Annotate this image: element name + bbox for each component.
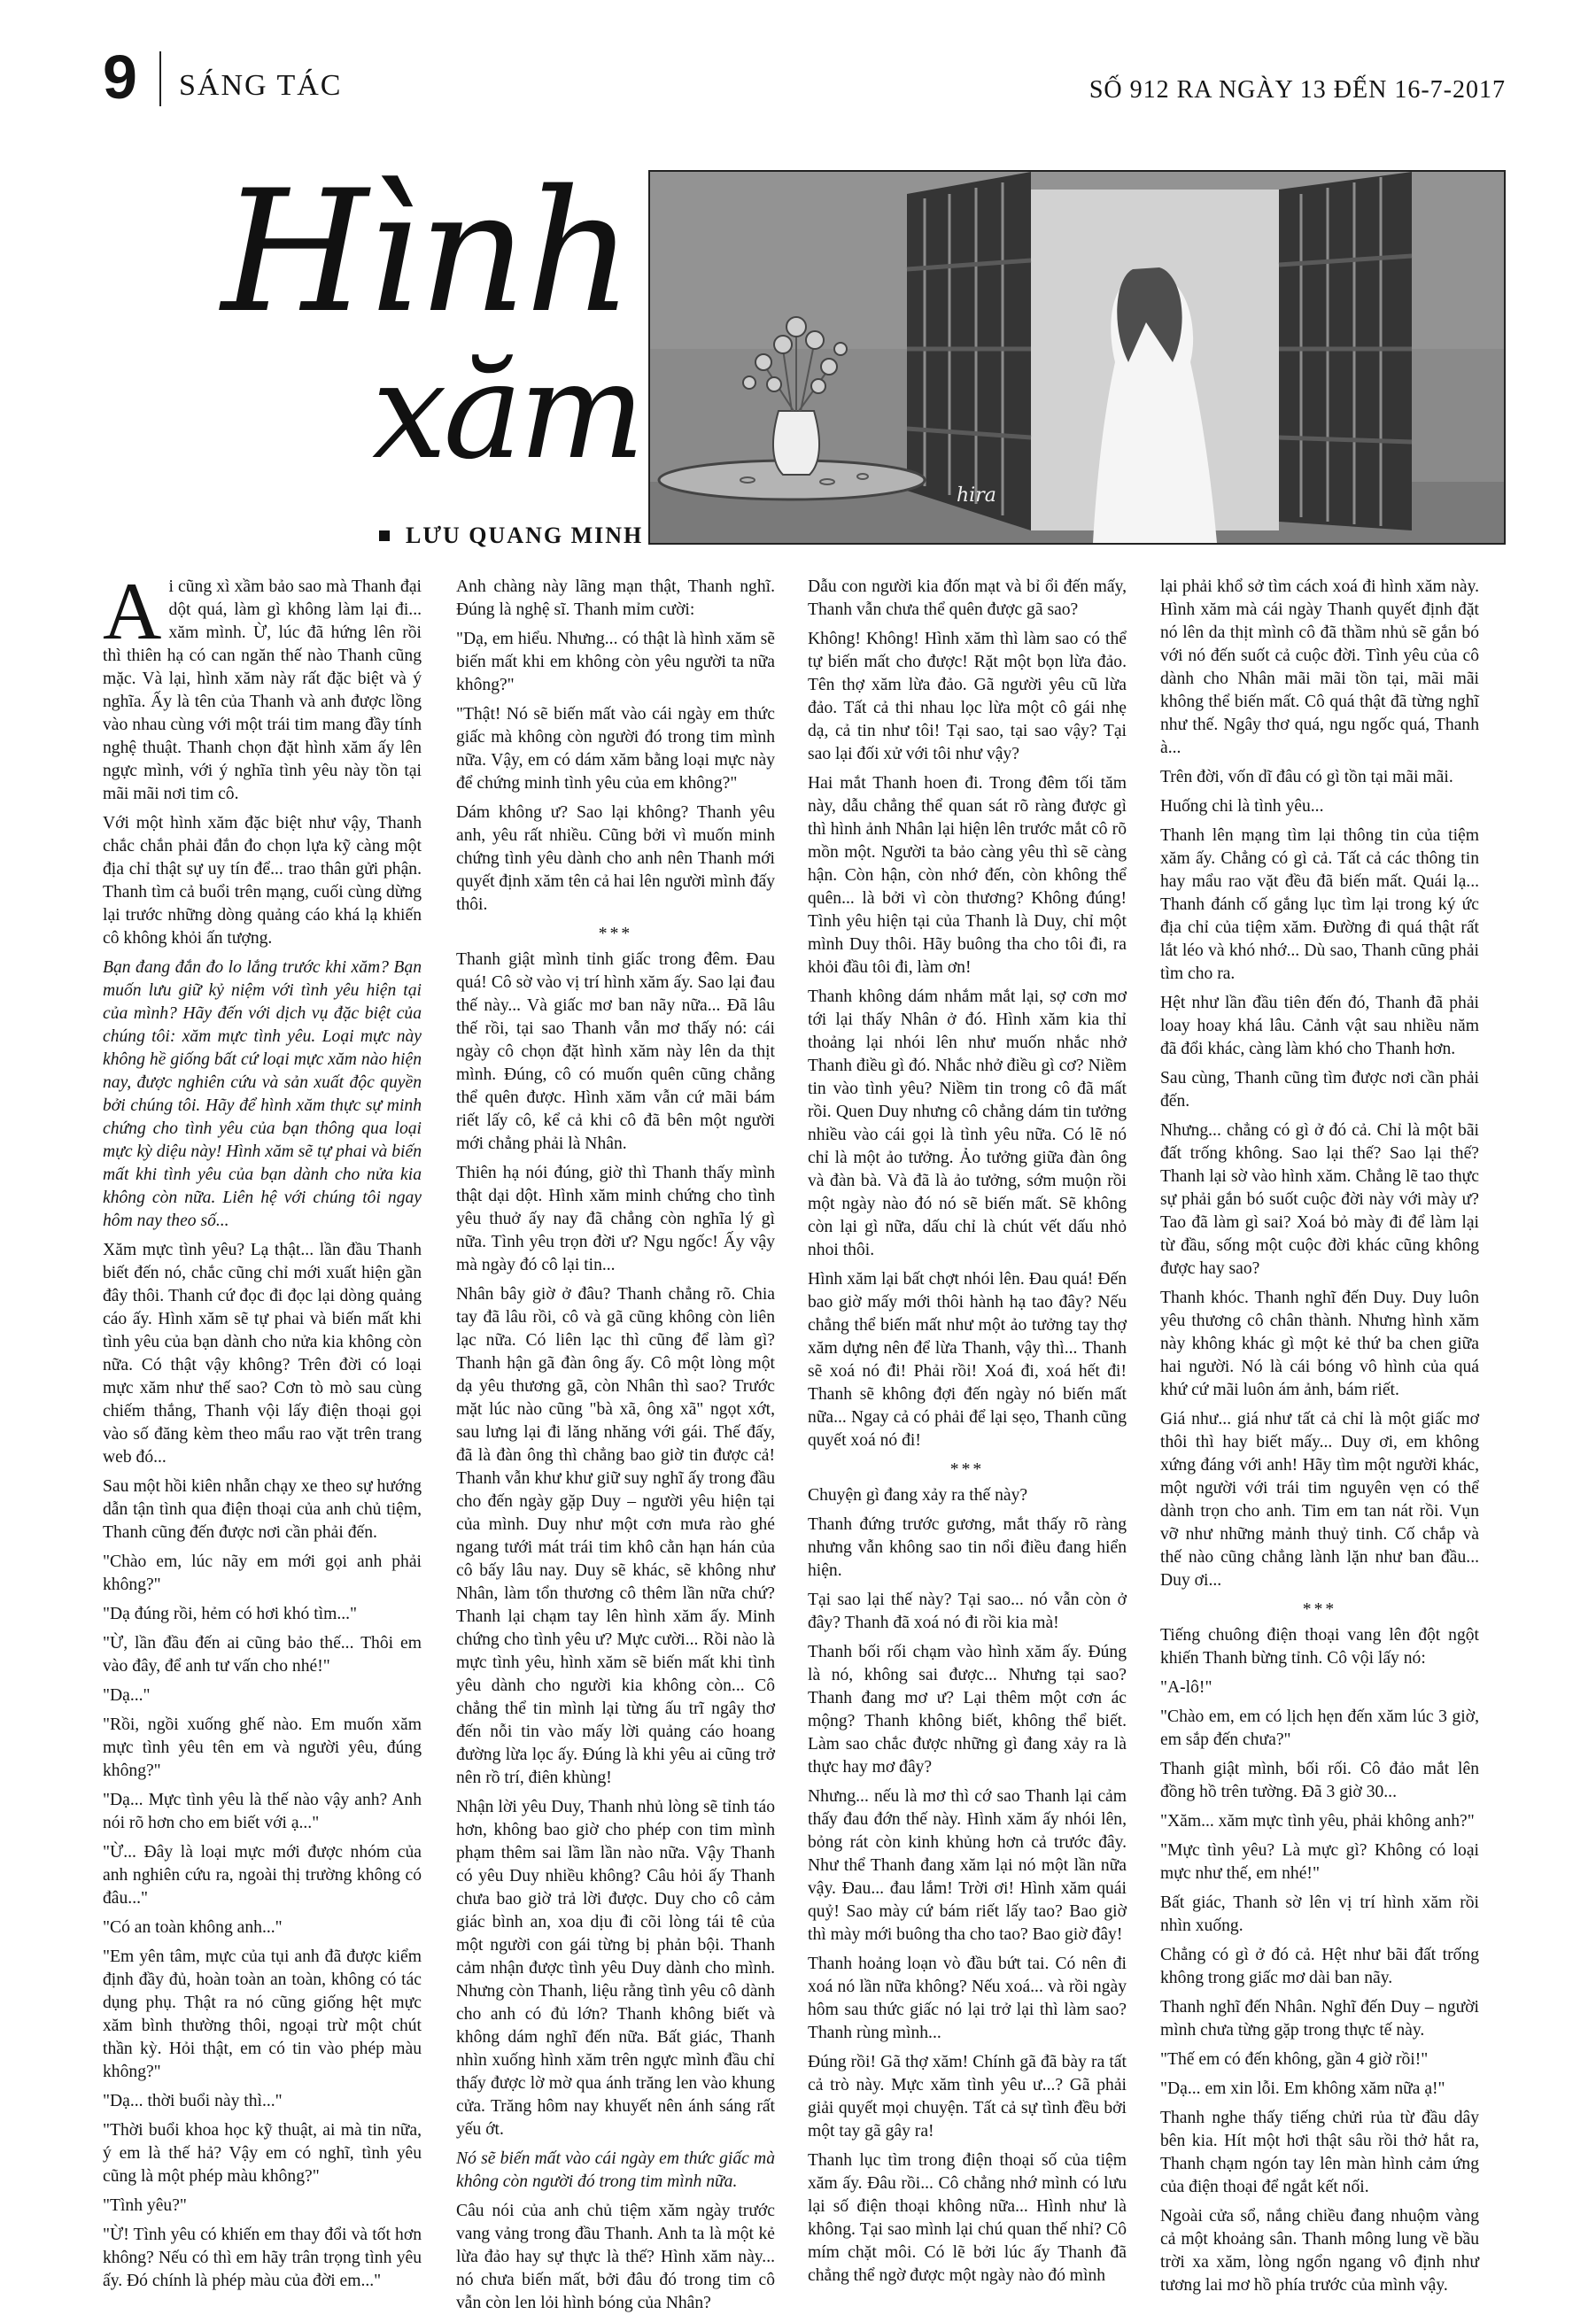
paragraph: Thanh hoảng loạn vò đầu bứt tai. Có nên đi xoá nó lần nữa không? Nếu xoá... và rồi ngày hôm sau thức giấc nó lại trở lại thì làm sao? Thanh rùng mình...	[808, 1955, 1127, 2042]
paragraph: Dám không ư? Sao lại không? Thanh yêu anh, yêu rất nhiều. Cũng bởi vì muốn minh chứng tình yêu dành cho anh nên Thanh mới quyết định xăm tên cả hai lên người mình đấy thôi.	[456, 803, 775, 914]
paragraph: Dẫu con người kia đốn mạt và bỉ ổi đến mấy, Thanh vẫn chưa thể quên được gã sao?	[808, 577, 1127, 619]
title-line-1: Hình	[221, 154, 632, 350]
paragraph: "Ừ... Đây là loại mực mới được nhóm của anh nghiên cứu ra, ngoài thị trường không có đâu..."	[103, 1843, 422, 1908]
paragraph: Thanh nghĩ đến Nhân. Nghĩ đến Duy – người mình chưa từng gặp trong thực tế này.	[1160, 1998, 1479, 2040]
paragraph: Thanh lục tìm trong điện thoại số của tiệm xăm ấy. Đâu rồi... Cô chẳng nhớ mình có lưu lại số điện thoại không nữa... Hình như là không. Tại sao mình lại chú quan thế nhỉ? Cô mím chặt môi. Có lẽ bởi lúc ấy Thanh đã chẳng thể ngờ được một ngày nào đó mình	[808, 2151, 1127, 2285]
paragraph: Giá như... giá như tất cả chỉ là một giấc mơ thôi thì hay biết mấy... Duy ơi, em không xứng đáng với anh! Hãy tìm một người khác, một người với trái tim nguyên vẹn có thể dành trọn cho anh. Tim em tan nát rồi. Vụn vỡ như những mảnh thuỷ tinh. Cố chắp và thế nào cũng chẳng lành lặn như ban đầu... Duy ơi...	[1160, 1410, 1479, 1590]
byline	[379, 523, 643, 549]
paragraph: Thanh khóc. Thanh nghĩ đến Duy. Duy luôn yêu thương cô chân thành. Nhưng hình xăm này không khác gì một kẻ thứ ba chen giữa hai người. Nó là cái bóng vô hình của quá khứ cứ mãi luôn ám ảnh, bám riết.	[1160, 1289, 1479, 1399]
paragraph: "Ừ, lần đầu đến ai cũng bảo thế... Thôi em vào đây, để anh tư vấn cho nhé!"	[103, 1634, 422, 1676]
drop-cap: A	[103, 566, 162, 656]
paragraph: Hệt như lần đầu tiên đến đó, Thanh đã phải loay hoay khá lâu. Cảnh vật sau nhiều năm đã đổi khác, càng làm khó cho Thanh hơn.	[1160, 994, 1479, 1058]
author-name: LƯU QUANG MINH	[406, 523, 644, 548]
title-line-2: xăm	[372, 335, 642, 489]
paragraph: Thanh không dám nhắm mắt lại, sợ cơn mơ tới lại thấy Nhân ở đó. Hình xăm kia thỉ thoảng lại nhói lên như muốn nhắc nhở Thanh điều gì đó. Nhắc nhở điều gì cơ? Niềm tin vào tình yêu? Niềm tin trong cô đã mất rồi. Quen Duy nhưng cô chẳng dám tin tưởng nhiều vào cái gọi là tình yêu nữa. Có lẽ nó chỉ là một ảo tưởng. Ảo tưởng giữa đàn ông và đàn bà. Và đã là ảo tưởng, sớm muộn rồi một ngày nào đó nó sẽ biến mất. Sẽ không còn lại gì nữa, dấu chỉ là chút vết dấu nhỏ nhoi thôi.	[808, 987, 1127, 1259]
paragraph: Ngoài cửa sổ, nắng chiều đang nhuộm vàng cả một khoảng sân. Thanh mông lung về bầu trời xa xăm, lòng ngổn ngang vô định như tương lai mơ hồ phía trước của mình vậy.	[1160, 2207, 1479, 2295]
illustration-signature: hira	[957, 484, 996, 507]
paragraph: "Ừ! Tình yêu có khiến em thay đổi và tốt hơn không? Nếu có thì em hãy trân trọng tình yêu ấy. Đó chính là phép màu của đời em..."	[103, 2226, 422, 2290]
paragraph: Trên đời, vốn dĩ đâu có gì tồn tại mãi mãi.	[1160, 768, 1453, 786]
article-column-3	[808, 576, 1127, 2285]
paragraph: Anh chàng này lãng mạn thật, Thanh nghĩ. Đúng là nghệ sĩ. Thanh mỉm cười:	[456, 577, 775, 619]
paragraph: "Có an toàn không anh..."	[103, 1918, 283, 1937]
article-column-1	[103, 566, 422, 2290]
section-separator: ***	[1302, 1600, 1337, 1619]
page-number: 9	[103, 43, 137, 112]
paragraph: Câu nói của anh chủ tiệm xăm ngày trước vang vảng trong đầu Thanh. Anh ta là một kẻ lừa đảo hay sự thực là thế? Hình xăm này... nó chưa biến mất, bởi đâu đó trong tim cô vẫn còn len lỏi hình bóng của Nhân?	[456, 2202, 775, 2312]
paragraph: "Rồi, ngồi xuống ghế nào. Em muốn xăm mực tình yêu tên em và người yêu, đúng không?"	[103, 1715, 422, 1780]
paragraph: "Dạ..."	[103, 1686, 151, 1705]
paragraph: "Chào em, em có lịch hẹn đến xăm lúc 3 giờ, em sắp đến chưa?"	[1160, 1707, 1479, 1749]
paragraph: Tiếng chuông điện thoại vang lên đột ngột khiến Thanh bừng tỉnh. Cô vội lấy nó:	[1160, 1626, 1479, 1668]
section-separator: ***	[598, 925, 633, 943]
paragraph: "Thật! Nó sẽ biến mất vào cái ngày em thức giấc mà không còn người đó trong tim mình nữa. Vậy, em có dám xăm bằng loại mực này để chứng minh tình yêu của em không?"	[456, 705, 775, 793]
paragraph: Thanh giật mình, bối rối. Cô đảo mắt lên đồng hồ trên tường. Đã 3 giờ 30...	[1160, 1760, 1479, 1801]
paragraph: Sau một hồi kiên nhẫn chạy xe theo sự hướng dẫn tận tình qua điện thoại của anh chủ tiệm, Thanh cũng đến được nơi cần phải đến.	[103, 1477, 422, 1542]
paragraph: Thanh lên mạng tìm lại thông tin của tiệm xăm ấy. Chẳng có gì cả. Tất cả các thông tin hay mẩu rao vặt đều đã biến mất. Quái lạ... Thanh đánh cố gắng lục tìm lại trong ký ức địa chỉ của tiệm xăm. Đường đi quá thật rất lắt léo và khó nhớ... Dù sao, Thanh cũng phải tìm cho ra.	[1160, 826, 1479, 983]
paragraph: Xăm mực tình yêu? Lạ thật... lần đầu Thanh biết đến nó, chắc cũng chỉ mới xuất hiện gần đây thôi. Thanh cứ đọc đi đọc lại dòng quảng cáo ấy. Hình xăm sẽ tự phai và biến mất khi tình yêu của bạn dành cho nửa kia không còn nữa. Có thật vậy không? Trên đời có loại mực xăm như thế sao? Cơn tò mò sau cùng chiếm thắng, Thanh vội lấy điện thoại gọi vào số đăng kèm theo mẩu rao vặt trên trang web đó...	[103, 1241, 422, 1467]
paragraph: Không! Không! Hình xăm thì làm sao có thể tự biến mất cho được! Rặt một bọn lừa đảo. Tên thợ xăm lừa đảo. Gã người yêu cũ lừa đảo. Tất cả thi nhau lọc lừa một cô gái nhẹ dạ, cả tin như tôi! Tại sao, tại sao vậy? Tại sao lại đối xử với tôi như vậy?	[808, 630, 1127, 763]
article-column-4	[1160, 576, 1479, 2295]
paragraph: Thanh bối rối chạm vào hình xăm ấy. Đúng là nó, không sai được... Nhưng tại sao? Thanh đang mơ ư? Lại thêm một cơn ác mộng? Thanh không biết, không thể biết. Làm sao chắc được những gì đang xảy ra là thực hay mơ đây?	[808, 1643, 1127, 1777]
paragraph: "Tình yêu?"	[103, 2196, 187, 2215]
paragraph: "Chào em, lúc nãy em mới gọi anh phải không?"	[103, 1552, 422, 1594]
paragraph: "Em yên tâm, mực của tụi anh đã được kiểm định đầy đủ, hoàn toàn an toàn, không có tác dụng phụ. Thật ra nó cũng giống hệt mực xăm bình thường thôi, ngoại trừ một chút thần kỳ. Hỏi thật, em có tin vào phép màu không?"	[103, 1947, 422, 2081]
paragraph: Bất giác, Thanh sờ lên vị trí hình xăm rồi nhìn xuống.	[1160, 1893, 1479, 1935]
paragraph: Thanh đứng trước gương, mắt thấy rõ ràng nhưng vẫn không sao tin nổi điều đang hiển hiện.	[808, 1515, 1127, 1580]
paragraph: "Dạ đúng rồi, hẻm có hơi khó tìm..."	[103, 1605, 358, 1623]
section-separator: ***	[949, 1460, 985, 1479]
paragraph: Nhận lời yêu Duy, Thanh nhủ lòng sẽ tỉnh táo hơn, không bao giờ cho phép con tim mình phạm thêm sai lầm lần nào nữa. Vậy Thanh có yêu Duy nhiều không? Câu hỏi ấy Thanh chưa bao giờ trả lời được. Duy cho cô cảm giác bình an, xoa dịu đi cõi lòng tái tê của một người con gái từng bị phản bội. Thanh cảm nhận được tình yêu Duy dành cho mình. Nhưng còn Thanh, liệu rằng tình yêu cô dành cho anh có đủ lớn? Thanh không biết và không dám nghĩ đến nữa. Bất giác, Thanh nhìn xuống hình xăm trên ngực mình đầu chỉ thấy được lờ mờ qua ánh trăng len vào khung cửa. Trăng hôm nay khuyết nên ánh sáng rất yếu ớt.	[456, 1798, 775, 2139]
paragraph: "Thế em có đến không, gần 4 giờ rồi!"	[1160, 2050, 1429, 2069]
paragraph: "Dạ... em xin lỗi. Em không xăm nữa ạ!"	[1160, 2079, 1445, 2098]
paragraph: Chuyện gì đang xảy ra thế này?	[808, 1486, 1028, 1505]
paragraph: Với một hình xăm đặc biệt như vậy, Thanh chắc chắn phải đắn đo chọn lựa kỹ càng một địa chỉ thật sự uy tín để... trao thân gửi phận. Thanh tìm cả buổi trên mạng, cuối cùng dừng lại trước những dòng quảng cáo khá lạ khiến cô không khỏi ấn tượng.	[103, 814, 422, 948]
paragraph	[103, 566, 422, 806]
paragraph: Thanh giật mình tỉnh giấc trong đêm. Đau quá! Cô sờ vào vị trí hình xăm ấy. Sao lại đau thế này... Và giấc mơ ban nãy nữa... Đã lâu thế rồi, tại sao Thanh vẫn mơ thấy nó: cái ngày cô chọn đặt hình xăm này lên da thịt mình. Đúng, cô có muốn quên cũng chẳng thể quên được. Hình xăm vẫn cứ mãi bám riết lấy cô, kể cả khi cô đã bên một người mới chẳng phải là Nhân.	[456, 950, 775, 1153]
paragraph: "Dạ, em hiểu. Nhưng... có thật là hình xăm sẽ biến mất khi em không còn yêu người ta nữa không?"	[456, 630, 775, 694]
byline-square-icon	[379, 530, 390, 541]
paragraph: Nhưng... nếu là mơ thì cớ sao Thanh lại cảm thấy đau đớn thế này. Hình xăm ấy nhói lên, bỏng rát còn kinh khủng hơn cả trước đây. Như thể Thanh đang xăm lại nó một lần nữa vậy. Đau... đau lắm! Trời ơi! Hình xăm quái quỷ! Sao mày cứ bám riết lấy tao? Bao giờ thì mày mới buông tha cho tao? Bao giờ đây!	[808, 1787, 1127, 1944]
paragraph: Sau cùng, Thanh cũng tìm được nơi cần phải đến.	[1160, 1069, 1479, 1111]
window-scene-illustration	[650, 172, 1504, 543]
issue-info: SỐ 912 RA NGÀY 13 ĐẾN 16-7-2017	[1089, 76, 1506, 104]
advertisement-quote: Bạn đang đắn đo lo lắng trước khi xăm? Bạn muốn lưu giữ kỷ niệm với tình yêu hiện tại của mình? Hãy đến với dịch vụ đặc biệt của chúng tôi: xăm mực tình yêu. Loại mực này không hề giống bất cứ loại mực xăm nào hiện nay, được nghiên cứu và sản xuất độc quyền bởi chúng tôi. Hãy để hình xăm thực sự minh chứng cho tình yêu của bạn thông qua loại mực kỳ diệu này! Hình xăm sẽ tự phai và biến mất khi tình yêu của bạn dành cho nửa kia không còn nữa. Liên hệ với chúng tôi ngay hôm nay theo số...	[103, 958, 422, 1230]
paragraph: lại phải khổ sở tìm cách xoá đi hình xăm này. Hình xăm mà cái ngày Thanh quyết định đặt nó lên da thịt mình cô đã thầm nhủ sẽ gắn bó với nó đến suốt cả cuộc đời. Tình yêu của cô dành cho Nhân mãi mãi tồn tại, mãi mãi không thể biến mất. Cô quá thật đã từng nghĩ như thế. Ngây thơ quá, ngu ngốc quá, Thanh à...	[1160, 577, 1479, 757]
paragraph: Thanh nghe thấy tiếng chửi rủa từ đầu dây bên kia. Hít một hơi thật sâu rồi thở hắt ra, Thanh chạm ngón tay lên màn hình cảm ứng của điện thoại để ngắt kết nối.	[1160, 2109, 1479, 2196]
paragraph: Nhân bây giờ ở đâu? Thanh chẳng rõ. Chia tay đã lâu rồi, cô và gã cũng không còn liên lạc nữa. Có liên lạc thì cũng để làm gì? Thanh hận gã đàn ông ấy. Cô một lòng một dạ yêu thương gã, còn Nhân thì sao? Trước mặt lúc nào cũng "bà xã, ông xã" ngọt xớt, sau lưng lại đi lăng nhăng với gái. Thế đấy, đã là đàn ông thì chẳng bao giờ tin được cả! Thanh vẫn khư khư giữ suy nghĩ ấy trong đầu cho đến ngày gặp Duy – người yêu hiện tại của mình. Duy như một cơn mưa rào ghé ngang tưới mát trái tim khô cằn hạn hán của cô bấy lâu nay. Duy sẽ khác, sẽ không như Nhân, làm tổn thương cô thêm lần nữa chứ? Thanh lại chạm tay lên hình xăm ấy. Minh chứng cho tình yêu ư? Mực cười... Rồi nào là mực tình yêu, hình xăm sẽ biến mất khi tình yêu dành cho người kia không còn... Cô chẳng thể tin mình lại từng ấu trĩ ngây thơ đến nỗi tin vào mấy lời quảng cáo hoang đường lừa lọc ấy. Đúng là khi yêu ai cũng trở nên rồ trí, điên khùng!	[456, 1285, 775, 1787]
section-title: SÁNG TÁC	[179, 69, 343, 102]
paragraph: Chẳng có gì ở đó cả. Hệt như bãi đất trống không trong giấc mơ dài ban nãy.	[1160, 1946, 1479, 1987]
paragraph: "Dạ... thời buổi này thì..."	[103, 2092, 283, 2110]
story-illustration	[648, 170, 1506, 545]
paragraph: Nhưng... chẳng có gì ở đó cả. Chỉ là một bãi đất trống không. Sao lại thế? Sao lại thế? Thanh lại sờ vào hình xăm. Chẳng lẽ tao thực sự phải gắn bó suốt cuộc đời này với mày ư? Tao đã làm gì sai? Xoá bỏ mày đi để làm lại từ đầu, sống một cuộc đời khác cũng không được hay sao?	[1160, 1121, 1479, 1278]
paragraph-text: i cũng xì xầm bảo sao mà Thanh đại dột quá, làm gì không làm lại đi... xăm mình. Ừ, lúc đã hứng lên rồi thì thiên hạ có can ngăn thế nào Thanh cũng mặc. Và lại, hình xăm này rất đặc biệt và ý nghĩa. Ấy là tên của Thanh và anh được lồng vào nhau cùng với một trái tim mang đầy tính nghệ thuật. Thanh chọn đặt hình xăm ấy lên ngực mình, với ý nghĩa tình yêu này tồn tại mãi mãi nơi tim cô.	[103, 577, 422, 803]
story-title	[221, 154, 647, 489]
header-divider	[159, 51, 161, 106]
paragraph: Hình xăm lại bất chợt nhói lên. Đau quá! Đến bao giờ mấy mới thôi hành hạ tao đây? Nếu chẳng thể biến mất như một ảo tưởng tay thợ xăm dựng nên để lừa Thanh, vậy thì... Thanh sẽ xoá nó đi! Phải rồi! Xoá đi, xoá hết đi! Thanh sẽ không đợi đến ngày nó biến mất nữa... Ngay cả có phải để lại sẹo, Thanh cũng quyết xoá nó đi!	[808, 1270, 1127, 1450]
paragraph: Hai mắt Thanh hoen đi. Trong đêm tối tăm này, dẫu chẳng thể quan sát rõ ràng được gì thì hình ảnh Nhân lại hiện lên trước mắt cô rõ mồn một. Người ta bảo càng yêu thì sẽ càng hận. Còn hận, còn nhớ đến, còn không thể quên... là bởi vì còn thương? Không đúng! Tình yêu hiện tại của Thanh là Duy, chỉ một mình Duy thôi. Hãy buông tha cho tôi đi, ra khỏi đầu tôi đi, làm ơn!	[808, 774, 1127, 977]
paragraph: "Mực tình yêu? Là mực gì? Không có loại mực như thế, em nhé!"	[1160, 1841, 1479, 1883]
paragraph: Đúng rồi! Gã thợ xăm! Chính gã đã bày ra tất cả trò này. Mực xăm tình yêu ư...? Gã phải giải quyết mọi chuyện. Tất cả sự tình đều bởi một tay gã gây ra!	[808, 2053, 1127, 2141]
paragraph: Tại sao lại thế này? Tại sao... nó vẫn còn ở đây? Thanh đã xoá nó đi rồi kia mà!	[808, 1591, 1127, 1632]
quoted-line: Nó sẽ biến mất vào cái ngày em thức giấc mà không còn người đó trong tim mình nữa.	[456, 2149, 775, 2191]
paragraph: Thiên hạ nói đúng, giờ thì Thanh thấy mình thật dại dột. Hình xăm minh chứng cho tình yêu thuở ấy nay đã chẳng còn nghĩa lý gì nữa. Tình yêu trọn đời ư? Ngu ngốc! Ấy vậy mà ngày đó cô lại tin...	[456, 1164, 775, 1274]
paragraph: Huống chi là tình yêu...	[1160, 797, 1324, 816]
article-column-2	[456, 576, 775, 2312]
paragraph: "A-lô!"	[1160, 1678, 1212, 1697]
paragraph: "Dạ... Mực tình yêu là thế nào vậy anh? Anh nói rõ hơn cho em biết với ạ..."	[103, 1791, 422, 1832]
paragraph: "Thời buổi khoa học kỹ thuật, ai mà tin nữa, ý em là thế hả? Vậy em có nghĩ, tình yêu cũng là một phép màu không?"	[103, 2121, 422, 2186]
paragraph: "Xăm... xăm mực tình yêu, phải không anh?"	[1160, 1812, 1475, 1831]
